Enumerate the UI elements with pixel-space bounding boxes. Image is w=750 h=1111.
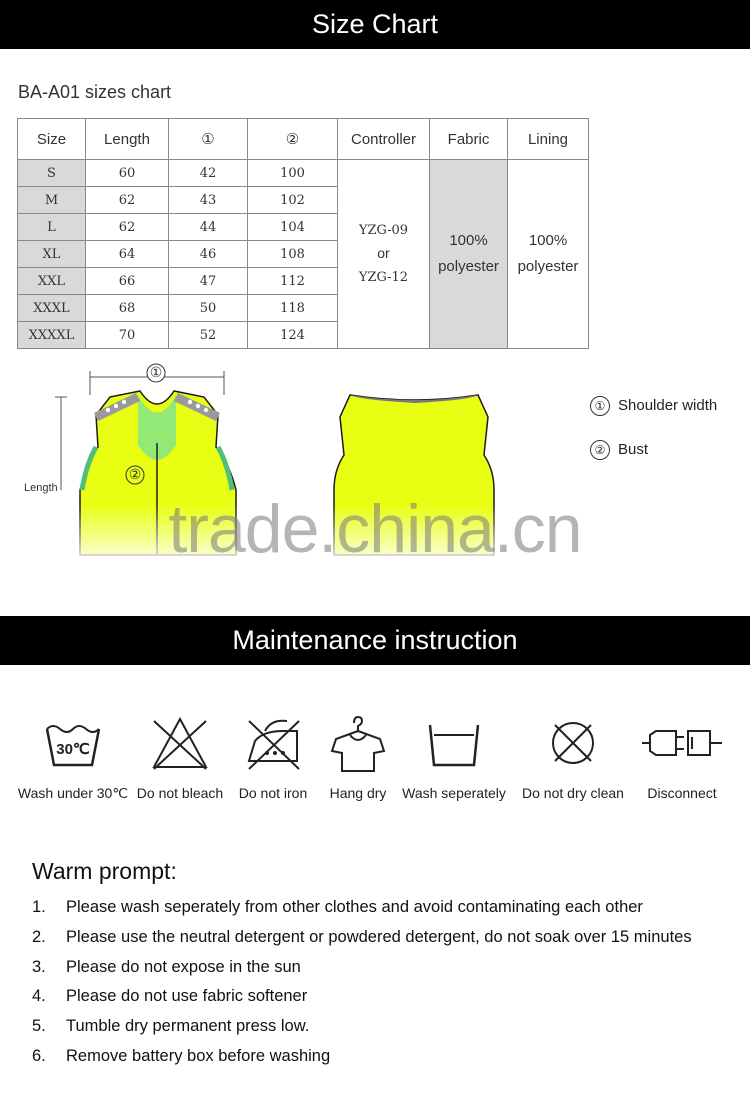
header-fabric: Fabric xyxy=(430,119,508,160)
shoulder-cell: 50 xyxy=(169,295,248,322)
bust-cell: 104 xyxy=(248,214,338,241)
header-size: Size xyxy=(18,119,86,160)
size-chart-heading: Size Chart xyxy=(311,9,439,39)
size-table xyxy=(17,118,589,349)
fabric-material: polyester xyxy=(438,258,499,275)
header-controller: Controller xyxy=(338,119,430,160)
shoulder-cell: 52 xyxy=(169,322,248,349)
list-number: 1. xyxy=(32,898,46,916)
maintenance-banner xyxy=(0,616,750,665)
list-number: 5. xyxy=(32,1017,46,1036)
header-length: Length xyxy=(86,119,169,160)
list-item xyxy=(32,898,692,928)
table-row xyxy=(18,160,589,187)
size-table-header-row xyxy=(18,119,589,160)
warm-prompt-list xyxy=(32,898,692,1077)
length-cell: 62 xyxy=(86,214,169,241)
list-item xyxy=(32,958,692,988)
care-label: Do not iron xyxy=(238,785,308,801)
length-cell: 60 xyxy=(86,160,169,187)
list-item xyxy=(32,1017,692,1047)
header-shoulder: ① xyxy=(169,119,248,160)
legend-bust xyxy=(590,440,648,460)
legend-1-number: ① xyxy=(590,396,610,416)
controller-model-2: YZG-12 xyxy=(358,270,409,285)
legend-2-text: Bust xyxy=(618,440,649,458)
bust-cell: 112 xyxy=(248,268,338,295)
watermark: trade.china.cn xyxy=(168,491,582,567)
no-iron-icon xyxy=(243,713,303,773)
bust-cell: 124 xyxy=(248,322,338,349)
no-bleach-icon xyxy=(150,713,210,773)
list-number: 3. xyxy=(32,957,46,976)
list-text: Please wash seperately from other clothes and avoid contaminating each other xyxy=(66,898,643,916)
hang-dry-icon xyxy=(328,713,388,773)
wash-30-icon xyxy=(43,713,103,773)
bust-cell: 100 xyxy=(248,160,338,187)
care-label: Hang dry xyxy=(329,785,387,801)
legend-2-number: ② xyxy=(590,440,610,460)
list-item xyxy=(32,987,692,1017)
disconnect-icon xyxy=(640,713,724,773)
list-number: 4. xyxy=(32,987,46,1006)
care-hang-dry xyxy=(320,713,396,801)
care-label: Wash under 30℃ xyxy=(17,785,129,801)
size-cell: XXL xyxy=(18,268,86,295)
size-chart-banner xyxy=(0,0,750,49)
shoulder-cell: 43 xyxy=(169,187,248,214)
care-wash-seperately xyxy=(396,713,512,801)
controller-model-1: YZG-09 xyxy=(358,223,409,238)
bust-cell: 118 xyxy=(248,295,338,322)
care-wash-30 xyxy=(14,713,132,802)
fabric-percent: 100% xyxy=(449,232,488,249)
list-text: Tumble dry permanent press low. xyxy=(66,1017,310,1036)
lining-material: polyester xyxy=(517,258,579,275)
care-disconnect xyxy=(632,713,732,801)
header-lining: Lining xyxy=(508,119,589,160)
wash-temp-label: 30℃ xyxy=(56,741,90,758)
maintenance-heading: Maintenance instruction xyxy=(232,625,518,655)
length-label: Length xyxy=(24,482,58,494)
care-label: Do not dry clean xyxy=(522,785,624,801)
bust-cell: 108 xyxy=(248,241,338,268)
length-cell: 70 xyxy=(86,322,169,349)
length-cell: 64 xyxy=(86,241,169,268)
list-text: Please do not use fabric softener xyxy=(66,987,308,1006)
shoulder-cell: 46 xyxy=(169,241,248,268)
list-text: Please do not expose in the sun xyxy=(66,957,301,976)
controller-or: or xyxy=(377,245,390,261)
header-bust: ② xyxy=(248,119,338,160)
shoulder-cell: 47 xyxy=(169,268,248,295)
lining-cell xyxy=(508,160,589,349)
care-label: Do not bleach xyxy=(136,785,224,801)
legend-shoulder-width xyxy=(590,396,717,416)
bust-cell: 102 xyxy=(248,187,338,214)
size-cell: XL xyxy=(18,241,86,268)
list-text: Remove battery box before washing xyxy=(66,1046,331,1065)
marker-2-label: ② xyxy=(128,466,142,482)
list-number: 2. xyxy=(32,927,46,946)
legend-1-text: Shoulder width xyxy=(618,396,718,414)
length-cell: 62 xyxy=(86,187,169,214)
wash-tub-icon xyxy=(424,713,484,773)
marker-1-label: ① xyxy=(149,364,163,380)
fabric-cell xyxy=(430,160,508,349)
care-label: Disconnect xyxy=(647,785,717,801)
size-cell: L xyxy=(18,214,86,241)
shoulder-cell: 44 xyxy=(169,214,248,241)
size-cell: M xyxy=(18,187,86,214)
list-number: 6. xyxy=(32,1046,46,1065)
length-cell: 66 xyxy=(86,268,169,295)
care-no-bleach xyxy=(133,713,227,801)
sizes-chart-title: BA-A01 sizes chart xyxy=(18,82,172,102)
size-cell: S xyxy=(18,160,86,187)
length-cell: 68 xyxy=(86,295,169,322)
size-cell: XXXXL xyxy=(18,322,86,349)
lining-percent: 100% xyxy=(528,232,568,249)
list-text: Please use the neutral detergent or powdered detergent, do not soak over 15 minutes xyxy=(66,927,692,946)
list-item xyxy=(32,1047,692,1077)
warm-prompt-title: Warm prompt: xyxy=(32,858,177,884)
size-cell: XXXL xyxy=(18,295,86,322)
care-label: Wash seperately xyxy=(402,785,506,801)
list-item xyxy=(32,928,692,958)
shoulder-cell: 42 xyxy=(169,160,248,187)
care-no-iron xyxy=(233,713,313,801)
care-no-dry-clean xyxy=(516,713,630,801)
no-dry-clean-icon xyxy=(543,713,603,773)
controller-cell xyxy=(338,160,430,349)
